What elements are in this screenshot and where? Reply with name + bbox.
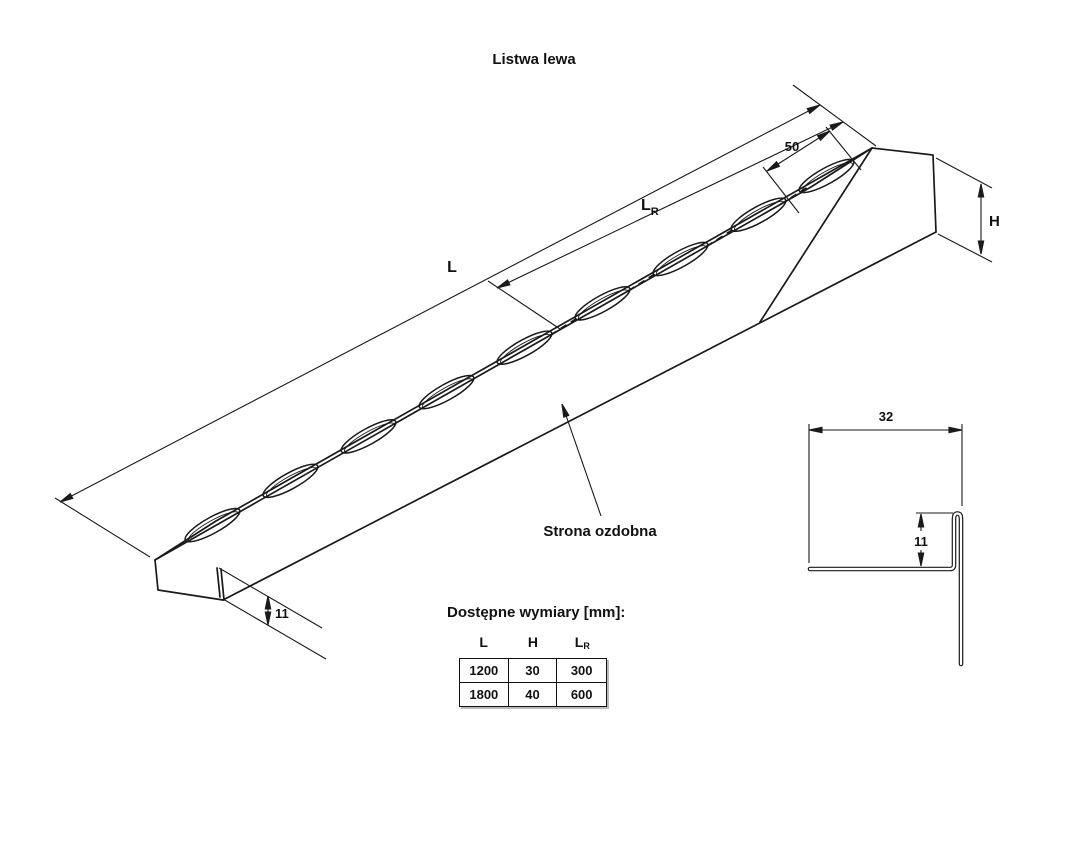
perforation-dash (629, 274, 655, 291)
page-title: Listwa lewa (492, 51, 576, 68)
dim-label-rhythm-sub: R (650, 206, 659, 218)
table-cell: 600 (570, 687, 593, 702)
dim-label-length: L (447, 259, 457, 276)
section-sheet-outline (810, 514, 961, 665)
extension-line (55, 498, 150, 557)
dimension-50 (763, 127, 861, 213)
extension-line (219, 568, 322, 628)
section-profile (810, 514, 961, 665)
arrowhead-icon (559, 403, 568, 417)
dim-label-height: H (989, 213, 1000, 230)
section-dimension-32 (809, 424, 962, 563)
dimension-11-iso (219, 568, 326, 659)
table-col-LR (558, 634, 607, 651)
dimension-L (55, 85, 876, 557)
table-header-row (459, 634, 607, 651)
arrowhead-icon (265, 612, 270, 625)
dim-label-slot-spacing: 50 (784, 139, 800, 154)
strip-end-plate-inner-edge (760, 148, 872, 322)
dimension-line (60, 105, 820, 502)
arrowhead-icon (918, 553, 923, 566)
leader-decorative-side (559, 403, 601, 516)
table-col-LR-sub: R (583, 641, 590, 651)
table-cell: 40 (509, 683, 558, 706)
table-cell: 30 (509, 659, 558, 683)
arrowhead-icon (918, 514, 923, 527)
table-col-L: L (479, 634, 488, 650)
table-col-H: H (527, 634, 539, 650)
strip-left-fold-line2 (221, 569, 224, 600)
dim-label-flange: 11 (275, 606, 289, 621)
strip-left-flange (155, 560, 223, 600)
perforation-dash (551, 319, 577, 336)
section-width-label: 32 (878, 409, 894, 424)
table-heading: Dostępne wymiary [mm]: (447, 604, 626, 621)
extension-line (936, 158, 992, 188)
arrowhead-icon (766, 162, 780, 174)
strip-left-fold-line (217, 568, 220, 597)
decorative-side-label: Strona ozdobna (543, 523, 657, 540)
strip-drop-bottom-edge (223, 232, 936, 600)
dim-label-rhythm-main: L (641, 197, 651, 214)
arrowhead-icon (949, 427, 962, 432)
arrowhead-icon (978, 184, 983, 197)
dim-label-rhythm (641, 197, 659, 218)
arrowhead-icon (978, 241, 983, 254)
extension-line (488, 281, 560, 329)
dimensions-table (459, 658, 607, 707)
table-col-LR-main: L (574, 634, 584, 650)
table-cell: 1200 (460, 659, 509, 683)
section-sheet-core (810, 514, 961, 665)
dimension-H (936, 158, 992, 262)
leader-line (562, 404, 601, 516)
arrowhead-icon (809, 427, 822, 432)
section-lip-label: 11 (914, 534, 928, 549)
arrowhead-icon (59, 494, 73, 505)
arrowhead-icon (496, 280, 510, 290)
perforation-dash (707, 230, 733, 247)
perforation-dash (781, 188, 807, 205)
table-cell: 1800 (460, 683, 509, 706)
strip-end-plate (872, 148, 936, 232)
strip-top-face (155, 148, 872, 560)
extension-line (938, 234, 992, 262)
table-cell: 300 (557, 659, 606, 683)
